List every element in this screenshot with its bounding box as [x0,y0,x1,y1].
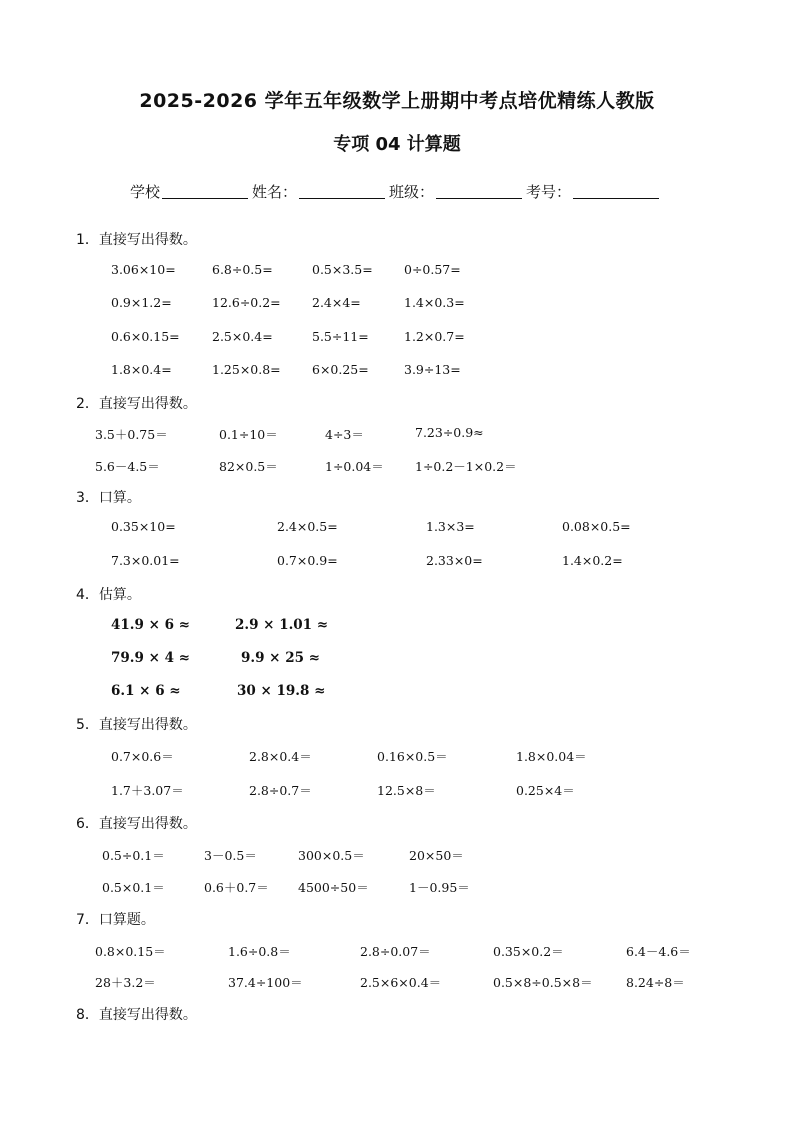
q1-problem: 3.9÷13= [404,362,461,377]
q7-problem: 0.8×0.15＝ [95,944,166,959]
q2-problem: 5.6－4.5＝ [95,459,160,474]
q3-problem: 1.4×0.2= [562,553,623,568]
q3-problem: 0.08×0.5= [562,519,631,534]
q7-problem: 0.5×8÷0.5×8＝ [493,975,593,990]
q5-problem: 2.8×0.4＝ [249,749,312,764]
school-label: 学校 [130,183,161,201]
q6-problem: 0.5×0.1＝ [102,880,165,895]
q2-problem: 1÷0.2－1×0.2＝ [415,459,517,474]
q1-problem: 12.6÷0.2= [212,295,281,310]
q2-problem: 1÷0.04＝ [325,459,384,474]
q1-problem: 6.8÷0.5= [212,262,273,277]
q5-problem: 0.25×4＝ [516,783,575,798]
q1-problem: 2.5×0.4= [212,329,273,344]
q1-problem: 0.5×3.5= [312,262,373,277]
class-blank[interactable] [436,181,522,199]
q2-problem: 0.1÷10＝ [219,427,278,442]
q1-problem: 2.4×4= [312,295,361,310]
document-title: 2025-2026 学年五年级数学上册期中考点培优精练人教版 [139,90,655,112]
exam-number-label: 考号： [526,183,572,201]
q7-problem: 28＋3.2＝ [95,975,156,990]
name-label: 姓名： [252,183,298,201]
q6-problem: 20×50＝ [409,848,464,863]
question-8-label: 8．直接写出得数。 [76,1007,197,1023]
question-3-label: 3．口算。 [76,490,141,506]
q3-problem: 2.33×0= [426,553,483,568]
q1-problem: 6×0.25= [312,362,369,377]
q5-problem: 0.7×0.6＝ [111,749,174,764]
q7-problem: 2.8÷0.07＝ [360,944,431,959]
q5-problem: 2.8÷0.7＝ [249,783,312,798]
school-blank[interactable] [162,181,248,199]
question-5-label: 5．直接写出得数。 [76,717,197,733]
q1-problem: 1.8×0.4= [111,362,172,377]
q3-problem: 0.35×10= [111,519,176,534]
exam-number-blank[interactable] [573,181,659,199]
q5-problem: 1.7＋3.07＝ [111,783,184,798]
q1-problem: 0.9×1.2= [111,295,172,310]
q5-problem: 12.5×8＝ [377,783,436,798]
question-6-label: 6．直接写出得数。 [76,816,197,832]
q5-problem: 0.16×0.5＝ [377,749,448,764]
q2-problem: 82×0.5＝ [219,459,278,474]
q4-problem: 6.1 × 6 ≈ [111,683,181,699]
q5-problem: 1.8×0.04＝ [516,749,587,764]
class-label: 班级： [389,183,435,201]
q4-problem: 41.9 × 6 ≈ [111,617,190,633]
q6-problem: 0.6＋0.7＝ [204,880,269,895]
question-2-label: 2．直接写出得数。 [76,396,197,412]
q7-problem: 1.6÷0.8＝ [228,944,291,959]
name-blank[interactable] [299,181,385,199]
q4-problem: 30 × 19.8 ≈ [237,683,326,699]
q7-problem: 2.5×6×0.4＝ [360,975,442,990]
q1-problem: 1.25×0.8= [212,362,281,377]
q2-problem: 7.23÷0.9≈ [415,425,484,440]
q6-problem: 3－0.5＝ [204,848,257,863]
q6-problem: 0.5÷0.1＝ [102,848,165,863]
question-4-label: 4．估算。 [76,587,141,603]
q6-problem: 4500÷50＝ [298,880,369,895]
q7-problem: 0.35×0.2＝ [493,944,564,959]
q2-problem: 3.5＋0.75＝ [95,427,168,442]
q4-problem: 9.9 × 25 ≈ [241,650,320,666]
q7-problem: 8.24÷8＝ [626,975,685,990]
q1-problem: 1.2×0.7= [404,329,465,344]
q3-problem: 2.4×0.5= [277,519,338,534]
q3-problem: 7.3×0.01= [111,553,180,568]
question-7-label: 7．口算题。 [76,912,155,928]
q4-problem: 79.9 × 4 ≈ [111,650,190,666]
q6-problem: 1－0.95＝ [409,880,470,895]
student-info-row [130,181,663,202]
q3-problem: 1.3×3= [426,519,475,534]
q1-problem: 0÷0.57= [404,262,461,277]
q1-problem: 0.6×0.15= [111,329,180,344]
q7-problem: 37.4÷100＝ [228,975,303,990]
q6-problem: 300×0.5＝ [298,848,365,863]
q3-problem: 0.7×0.9= [277,553,338,568]
q2-problem: 4÷3＝ [325,427,364,442]
q4-problem: 2.9 × 1.01 ≈ [235,617,329,633]
q1-problem: 5.5÷11= [312,329,369,344]
document-subtitle: 专项 04 计算题 [333,134,461,155]
q1-problem: 3.06×10= [111,262,176,277]
question-1-label: 1．直接写出得数。 [76,232,197,248]
q7-problem: 6.4－4.6＝ [626,944,691,959]
q1-problem: 1.4×0.3= [404,295,465,310]
